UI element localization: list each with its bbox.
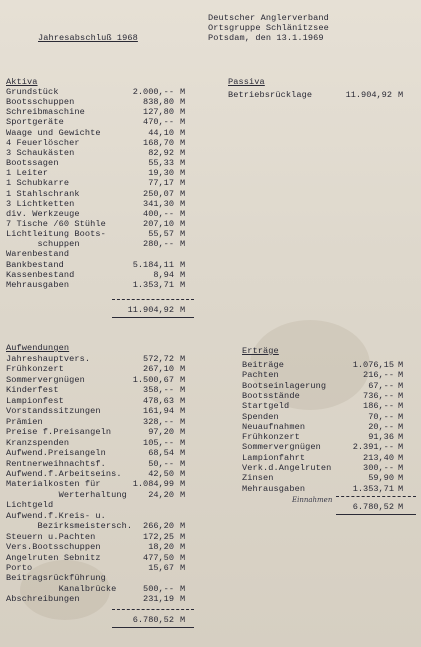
- aktiva-row-amount: 168,70: [143, 137, 174, 148]
- ertraege-row-amount: 300,--: [363, 463, 394, 473]
- aktiva-total-rule: [112, 317, 194, 318]
- aktiva-row-currency: M: [180, 239, 186, 250]
- aufwendungen-row-amount: 500,--: [143, 583, 174, 594]
- aktiva-row-currency: M: [180, 97, 186, 108]
- aufwendungen-heading: Aufwendungen: [6, 343, 70, 353]
- aktiva-row-currency: M: [180, 168, 186, 179]
- aktiva-row-label: 1 Stahlschrank: [6, 188, 80, 199]
- aufwendungen-row-amount: 24,20: [148, 489, 174, 500]
- aufwendungen-row-amount: 572,72: [143, 354, 174, 364]
- aufwendungen-row-currency: M: [180, 374, 186, 385]
- aufwendungen-row-currency: M: [180, 427, 186, 438]
- aktiva-row-label: Bootssagen: [6, 158, 59, 169]
- ertraege-total-currency: M: [398, 502, 404, 512]
- aufwendungen-row-currency: M: [180, 531, 186, 542]
- ertraege-row-currency: M: [398, 411, 404, 422]
- aufwendungen-row-amount: 68,54: [148, 448, 174, 459]
- aufwendungen-row-label: Frühkonzert: [6, 364, 64, 375]
- ertraege-row-label: Bootsstände: [242, 390, 300, 401]
- ertraege-row-amount: 216,--: [363, 370, 394, 381]
- aktiva-row-amount: 250,07: [143, 188, 174, 199]
- aufwendungen-sum-rule: [112, 609, 194, 610]
- aufwendungen-row-amount: 105,--: [143, 437, 174, 448]
- aufwendungen-row-label: Rentnerweihnachtsf.: [6, 458, 106, 469]
- aktiva-row-label: 4 Feuerlöscher: [6, 137, 80, 148]
- ertraege-total: 6.780,52: [352, 502, 394, 512]
- aufwendungen-row-label: Lichtgeld: [6, 500, 54, 511]
- aufwendungen-row-amount: 1.084,99: [132, 479, 174, 490]
- aktiva-row-currency: M: [180, 188, 186, 199]
- organisation-group: Ortsgruppe Schlänitzsee: [208, 23, 329, 33]
- aufwendungen-row-amount: 161,94: [143, 406, 174, 417]
- aufwendungen-row-label: Porto: [6, 563, 33, 573]
- ertraege-row-amount: 20,--: [368, 421, 394, 432]
- aufwendungen-row-currency: M: [180, 468, 186, 479]
- aufwendungen-row-amount: 18,20: [148, 542, 174, 553]
- aktiva-row-label: Waage und Gewichte: [6, 127, 101, 138]
- aktiva-row-label: 1 Leiter: [6, 168, 49, 179]
- aktiva-row-label: Bankbestand: [6, 259, 64, 270]
- aufwendungen-row-label: Angelruten Sebnitz: [6, 552, 101, 563]
- aktiva-row-amount: 341,30: [143, 198, 174, 209]
- aktiva-row-label: Schreibmaschine: [6, 107, 85, 118]
- aufwendungen-row-amount: 50,--: [148, 458, 174, 469]
- aktiva-row-amount: 207,10: [143, 218, 174, 229]
- aufwendungen-row-label: Aufwend.Preisangeln: [6, 448, 106, 459]
- ertraege-row-amount: 1.353,71: [352, 483, 394, 494]
- ertraege-row-currency: M: [398, 452, 404, 463]
- aktiva-total: 11.904,92: [127, 305, 174, 315]
- ertraege-row-label: Lampionfahrt: [242, 452, 306, 463]
- aktiva-row-label: Mehrausgaben: [6, 279, 70, 290]
- passiva-row-label: Betriebsrücklage: [228, 90, 313, 100]
- aktiva-row-amount: 5.184,11: [132, 259, 174, 270]
- aufwendungen-row-label: Bezirksmeistersch.: [6, 521, 133, 532]
- passiva-heading: Passiva: [228, 77, 265, 87]
- aktiva-row-label: 3 Schaukästen: [6, 147, 75, 158]
- aktiva-row-label: Sportgeräte: [6, 117, 64, 128]
- aktiva-row-label: 7 Tische /60 Stühle: [6, 218, 106, 229]
- aufwendungen-row-amount: 1.500,67: [132, 374, 174, 385]
- ertraege-row-amount: 213,40: [363, 452, 394, 463]
- aktiva-row-amount: 2.000,--: [132, 87, 174, 97]
- aufwendungen-row-currency: M: [180, 552, 186, 563]
- aufwendungen-row-currency: M: [180, 583, 186, 594]
- aktiva-row-currency: M: [180, 269, 186, 280]
- aufwendungen-row-currency: M: [180, 542, 186, 553]
- aufwendungen-row-amount: 231,19: [143, 594, 174, 605]
- aktiva-row-amount: 19,30: [148, 168, 174, 179]
- aktiva-row-currency: M: [180, 178, 186, 189]
- ertraege-row-label: Mehrausgaben: [242, 483, 306, 494]
- ertraege-row-amount: 2.391,--: [352, 442, 394, 453]
- ertraege-row-currency: M: [398, 421, 404, 432]
- aufwendungen-row-amount: 328,--: [143, 416, 174, 427]
- aktiva-row-amount: 55,57: [148, 229, 174, 240]
- aufwendungen-row-currency: M: [180, 395, 186, 406]
- aktiva-row-amount: 127,80: [143, 107, 174, 118]
- ertraege-row-currency: M: [398, 360, 404, 370]
- aufwendungen-row-label: Kanalbrücke: [6, 583, 117, 594]
- aktiva-row-label: 1 Schubkarre: [6, 178, 70, 189]
- aufwendungen-row-currency: M: [180, 354, 186, 364]
- aufwendungen-row-label: Aufwend.f.Arbeitseins.: [6, 468, 122, 479]
- aktiva-row-currency: M: [180, 218, 186, 229]
- organisation-name: Deutscher Anglerverband: [208, 13, 329, 23]
- aufwendungen-row-currency: M: [180, 458, 186, 469]
- aktiva-row-amount: 44,10: [148, 127, 174, 138]
- aufwendungen-row-currency: M: [180, 406, 186, 417]
- aktiva-row-currency: M: [180, 87, 186, 97]
- ertraege-row-amount: 91,36: [368, 432, 394, 443]
- aufwendungen-row-amount: 15,67: [148, 563, 174, 573]
- ertraege-row-label: Beiträge: [242, 360, 285, 370]
- ertraege-row-currency: M: [398, 390, 404, 401]
- ertraege-row-label: Pachten: [242, 370, 279, 381]
- aufwendungen-row-currency: M: [180, 563, 186, 573]
- ertraege-row-amount: 70,--: [368, 411, 394, 422]
- ertraege-row-amount: 67,--: [368, 380, 394, 391]
- aktiva-row-label: div. Werkzeuge: [6, 208, 80, 219]
- aktiva-row-label: Kassenbestand: [6, 269, 75, 280]
- aufwendungen-row-currency: M: [180, 437, 186, 448]
- document-title: Jahresabschluß 1968: [38, 33, 138, 43]
- aktiva-row-amount: 280,--: [143, 239, 174, 250]
- ertraege-row-label: Neuaufnahmen: [242, 421, 306, 432]
- aufwendungen-row-label: Jahreshauptvers.: [6, 354, 91, 364]
- aktiva-row-label: Bootsschuppen: [6, 97, 75, 108]
- aufwendungen-row-amount: 267,10: [143, 364, 174, 375]
- aktiva-row-amount: 1.353,71: [132, 279, 174, 290]
- ertraege-row-label: Startgeld: [242, 401, 290, 412]
- passiva-row-amount: 11.904,92: [345, 90, 392, 100]
- aktiva-row-amount: 8,94: [153, 269, 174, 280]
- aktiva-row-amount: 55,33: [148, 158, 174, 169]
- aufwendungen-row-amount: 172,25: [143, 531, 174, 542]
- ertraege-row-currency: M: [398, 432, 404, 443]
- aktiva-row-label: Grundstück: [6, 87, 59, 97]
- aufwendungen-row-currency: M: [180, 385, 186, 396]
- aufwendungen-row-label: Materialkosten für: [6, 479, 101, 490]
- aufwendungen-row-label: Vorstandssitzungen: [6, 406, 101, 417]
- aktiva-row-currency: M: [180, 117, 186, 128]
- aktiva-sum-rule: [112, 299, 194, 300]
- aktiva-row-currency: M: [180, 279, 186, 290]
- aufwendungen-row-currency: M: [180, 594, 186, 605]
- aktiva-total-currency: M: [180, 305, 186, 315]
- aktiva-row-amount: 470,--: [143, 117, 174, 128]
- ertraege-row-currency: M: [398, 442, 404, 453]
- aufwendungen-total: 6.780,52: [132, 615, 174, 625]
- aufwendungen-row-label: Beitragsrückführung: [6, 573, 106, 584]
- aktiva-heading: Aktiva: [6, 77, 38, 87]
- aktiva-row-currency: M: [180, 259, 186, 270]
- aufwendungen-row-label: Abschreibungen: [6, 594, 80, 605]
- aktiva-row-currency: M: [180, 147, 186, 158]
- passiva-row-currency: M: [398, 90, 404, 100]
- aufwendungen-row-amount: 358,--: [143, 385, 174, 396]
- ertraege-row-currency: M: [398, 370, 404, 381]
- ertraege-row-label: Spenden: [242, 411, 279, 422]
- aktiva-row-label: schuppen: [6, 239, 80, 250]
- aktiva-row-amount: 77,17: [148, 178, 174, 189]
- ertraege-row-label: Bootseinlagerung: [242, 380, 327, 391]
- aktiva-row-currency: M: [180, 127, 186, 138]
- ertraege-row-amount: 1.076,15: [352, 360, 394, 370]
- aufwendungen-row-amount: 266,20: [143, 521, 174, 532]
- aufwendungen-total-rule: [112, 627, 194, 628]
- place-date: Potsdam, den 13.1.1969: [208, 33, 324, 43]
- aktiva-row-amount: 82,92: [148, 147, 174, 158]
- aktiva-row-currency: M: [180, 198, 186, 209]
- aufwendungen-row-label: Sommervergnügen: [6, 374, 85, 385]
- ertraege-row-currency: M: [398, 483, 404, 494]
- ertraege-row-amount: 59,90: [368, 473, 394, 484]
- ertraege-row-label: Verk.d.Angelruten: [242, 463, 332, 473]
- aufwendungen-row-label: Aufwend.f.Kreis- u.: [6, 510, 106, 521]
- aufwendungen-row-amount: 42,50: [148, 468, 174, 479]
- ertraege-sum-rule: [336, 496, 416, 497]
- aufwendungen-row-label: Vers.Bootsschuppen: [6, 542, 101, 553]
- aufwendungen-row-amount: 478,63: [143, 395, 174, 406]
- aktiva-row-currency: M: [180, 158, 186, 169]
- aktiva-row-currency: M: [180, 208, 186, 219]
- aufwendungen-row-label: Preise f.Preisangeln: [6, 427, 112, 438]
- aufwendungen-row-currency: M: [180, 479, 186, 490]
- ertraege-row-currency: M: [398, 380, 404, 391]
- ertraege-heading: Erträge: [242, 346, 279, 356]
- aktiva-row-amount: 838,80: [143, 97, 174, 108]
- aufwendungen-row-label: Kranzspenden: [6, 437, 70, 448]
- ertraege-row-label: Zinsen: [242, 473, 274, 484]
- aufwendungen-row-label: Prämien: [6, 416, 43, 427]
- ertraege-row-currency: M: [398, 463, 404, 473]
- aktiva-row-label: 3 Lichtketten: [6, 198, 75, 209]
- aufwendungen-row-currency: M: [180, 521, 186, 532]
- ertraege-row-label: Sommervergnügen: [242, 442, 321, 453]
- aktiva-row-label: Lichtleitung Boots-: [6, 229, 106, 240]
- aufwendungen-row-currency: M: [180, 416, 186, 427]
- ertraege-row-label: Frühkonzert: [242, 432, 300, 443]
- aufwendungen-row-amount: 97,20: [148, 427, 174, 438]
- aufwendungen-row-label: Lampionfest: [6, 395, 64, 406]
- ertraege-row-amount: 736,--: [363, 390, 394, 401]
- einnahmen-handwritten-note: Einnahmen: [292, 496, 333, 504]
- ertraege-total-rule: [336, 514, 416, 515]
- ertraege-row-currency: M: [398, 401, 404, 412]
- aktiva-row-currency: M: [180, 229, 186, 240]
- aktiva-row-label: Warenbestand: [6, 249, 70, 260]
- aktiva-row-currency: M: [180, 137, 186, 148]
- aufwendungen-row-label: Kinderfest: [6, 385, 59, 396]
- aufwendungen-row-currency: M: [180, 364, 186, 375]
- aktiva-row-currency: M: [180, 107, 186, 118]
- ertraege-row-amount: 186,--: [363, 401, 394, 412]
- aufwendungen-row-label: Werterhaltung: [6, 489, 127, 500]
- aufwendungen-total-currency: M: [180, 615, 186, 625]
- aufwendungen-row-label: Steuern u.Pachten: [6, 531, 96, 542]
- aufwendungen-row-currency: M: [180, 448, 186, 459]
- aufwendungen-row-currency: M: [180, 489, 186, 500]
- aktiva-row-amount: 400,--: [143, 208, 174, 219]
- aufwendungen-row-amount: 477,50: [143, 552, 174, 563]
- ertraege-row-currency: M: [398, 473, 404, 484]
